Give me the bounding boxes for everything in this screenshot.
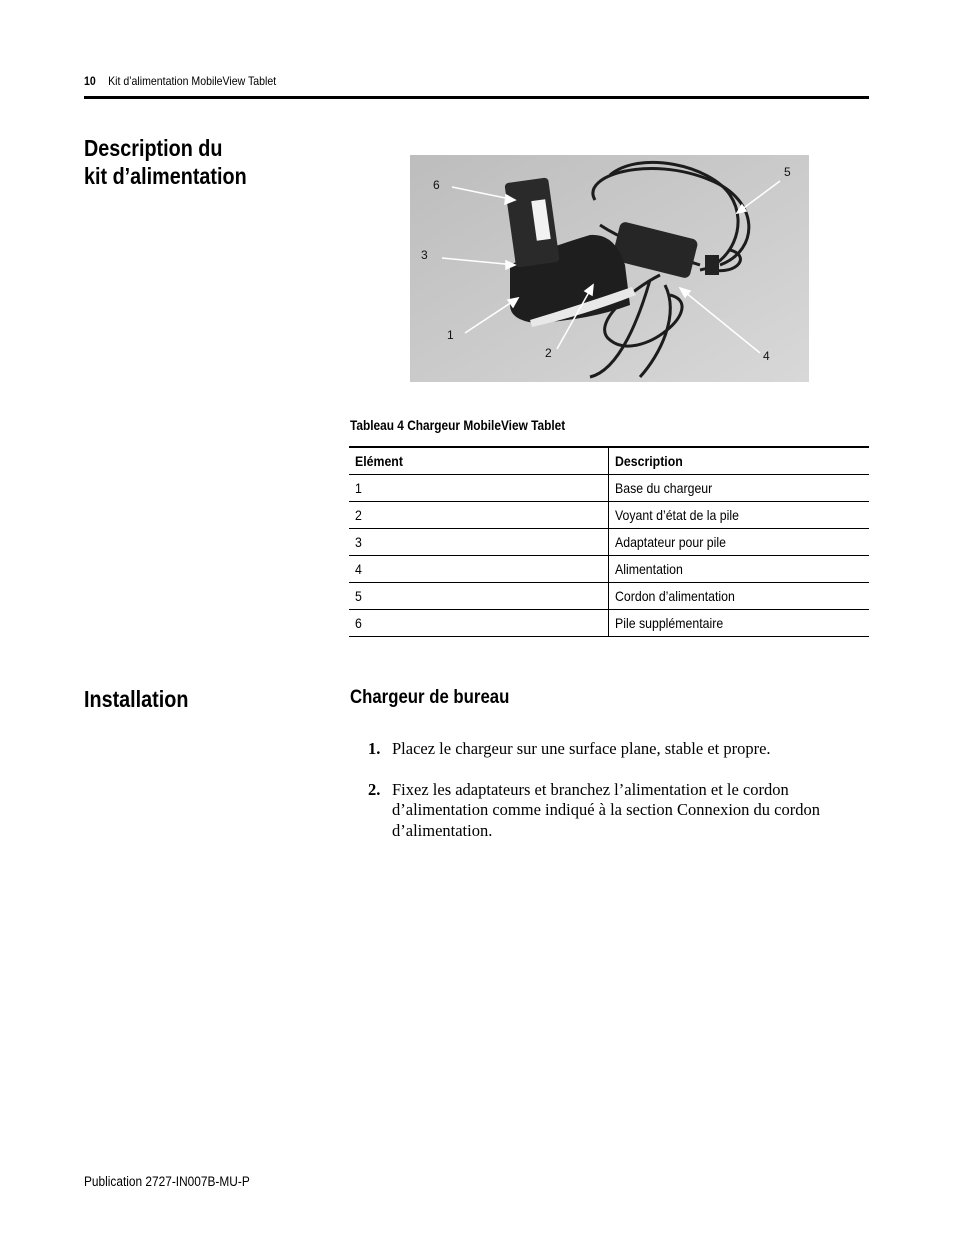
callout-3: 3 — [421, 248, 428, 262]
element-number: 6 — [355, 615, 362, 631]
publication-footer: Publication 2727-IN007B-MU-P — [84, 1174, 250, 1189]
table-header-row — [349, 447, 869, 475]
table-row — [349, 583, 869, 610]
element-number: 4 — [355, 561, 362, 577]
subsection-title-desktop-charger: Chargeur de bureau — [350, 686, 510, 708]
running-header — [84, 74, 276, 88]
step-item — [368, 739, 848, 760]
section-title-description: Description du kit d’alimentation — [84, 135, 247, 189]
table-caption: Tableau 4 Chargeur MobileView Tablet — [350, 418, 566, 433]
callout-1: 1 — [447, 328, 454, 342]
element-description: Alimentation — [615, 561, 683, 577]
step-text: Fixez les adaptateurs et branchez l’alimentation et le cordon d’alimentation comme indiqué à la section Connexion du cordon d’alimentation. — [392, 779, 820, 840]
element-description: Voyant d’état de la pile — [615, 507, 739, 523]
section-title-installation: Installation — [84, 686, 189, 712]
table-row — [349, 529, 869, 556]
step-text: Placez le chargeur sur une surface plane, stable et propre. — [392, 739, 771, 758]
element-description: Adaptateur pour pile — [615, 534, 726, 550]
callout-2: 2 — [545, 346, 552, 360]
table-row — [349, 502, 869, 529]
components-table — [349, 446, 869, 637]
element-number: 5 — [355, 588, 362, 604]
element-description: Cordon d’alimentation — [615, 588, 735, 604]
callout-5: 5 — [784, 165, 791, 179]
step-number: 1. — [368, 739, 381, 758]
element-number: 3 — [355, 534, 362, 550]
table-row — [349, 556, 869, 583]
charger-kit-photo — [410, 155, 809, 382]
element-description: Pile supplémentaire — [615, 615, 724, 631]
step-number: 2. — [368, 779, 381, 799]
header-rule — [84, 96, 869, 99]
column-header-element: Elément — [349, 447, 609, 475]
column-header-description: Description — [609, 447, 870, 475]
callout-6: 6 — [433, 178, 440, 192]
table-row — [349, 610, 869, 637]
element-number: 1 — [355, 480, 362, 496]
callout-4: 4 — [763, 349, 770, 363]
installation-steps — [368, 739, 848, 861]
element-description: Base du chargeur — [615, 480, 713, 496]
running-title: Kit d’alimentation MobileView Tablet — [108, 74, 277, 88]
step-item — [368, 780, 848, 842]
table-row — [349, 475, 869, 502]
element-number: 2 — [355, 507, 362, 523]
page-number: 10 — [84, 74, 96, 88]
